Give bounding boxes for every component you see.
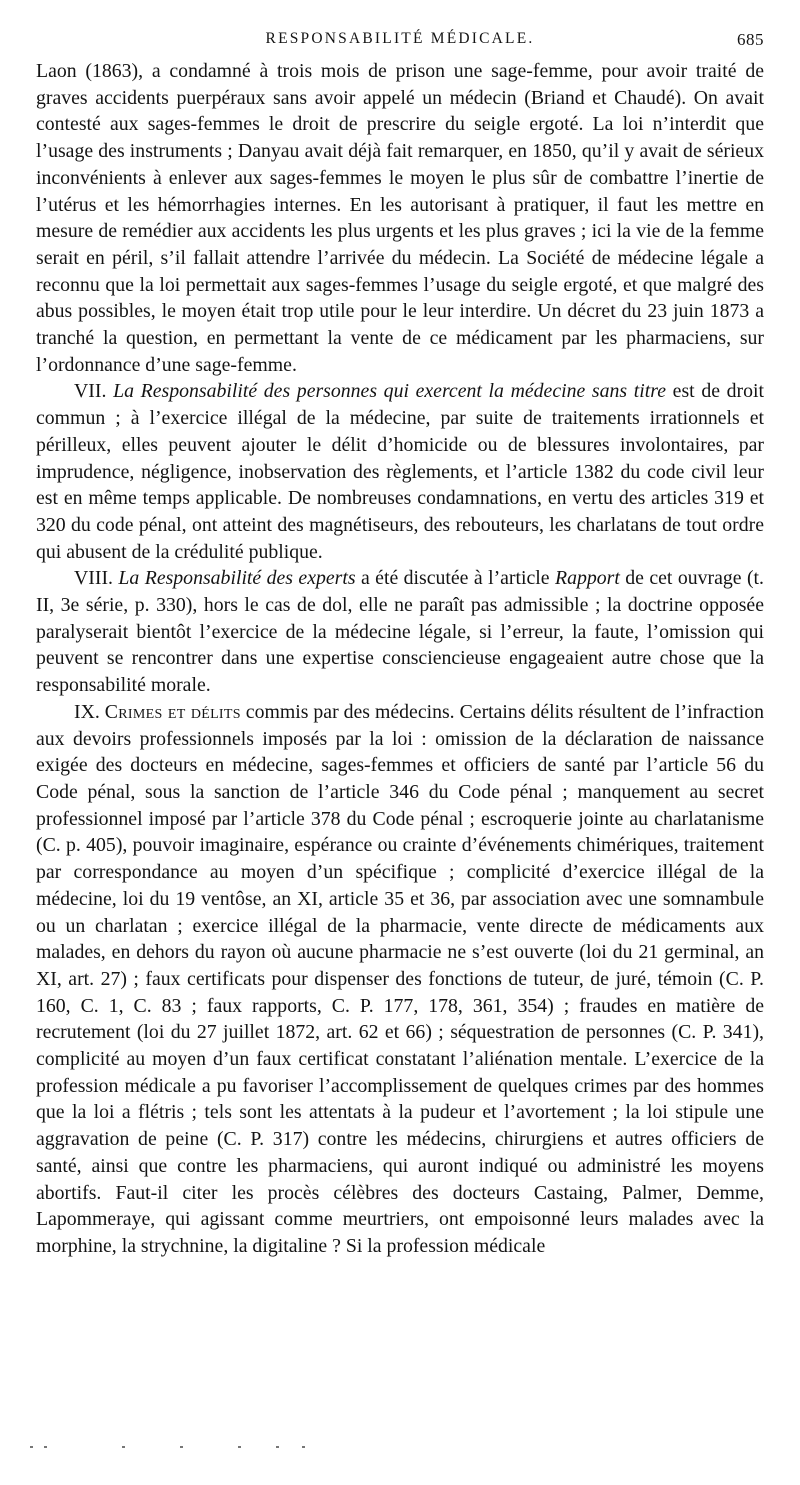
section-heading: La Responsabilité des experts — [118, 567, 356, 590]
running-title: RESPONSABILITÉ MÉDICALE. — [265, 30, 535, 47]
text-run: commis par des médecins. Certains délits résultent de l’infraction aux devoirs professionnels imposés par la loi : omission de la déclaration de naissance exigée des docteurs en médecine, sages-femmes et officiers de santé par l’article 56 du Code pénal, sous la sanction de l’article 346 du Code pénal ; manquement au secret professionnel imposé par l’article 378 du Code pénal ; escroquerie jointe au charlatanisme (C. p. 405), pouvoir imaginaire, espérance ou crainte d’événements chimériques, traitement par correspondance au moyen d’un spécifique ; complicité d’exercice illégal de la médecine, loi du 19 ventôse, an XI, article 35 et 36, par association avec une somnambule ou un charlatan ; exercice illégal de la pharmacie, vente directe de médicaments aux malades, en dehors du rayon où aucune pharmacie ne s’est ouverte (loi du 21 germinal, an XI, art. 27) ; faux certificats pour dispenser des fonctions de tuteur, de juré, témoin (C. P. 160, C. 1, C. 83 ; faux rapports, C. P. 177, 178, 361, 354) ; fraudes en matière de recrutement (loi du 27 juillet 1872, art. 62 et 66) ; séquestration de personnes (C. P. 341), complicité au moyen d’un faux certificat constatant l’aliénation mentale. L’exercice de la profession médicale a pu favoriser l’accomplissement de quelques crimes par des hommes que la loi a flétris ; tels sont les attentats à la pudeur et l’avortement ; la loi stipule une aggravation de peine (C. P. 317) contre les médecins, chirurgiens et autres officiers de santé, ainsi que contre les pharmaciens, qui auront indiqué ou administré les moyens abortifs. Faut-il citer les procès célèbres des docteurs Castaing, Palmer, Demme, Lapommeraye, qui agissant comme meurtriers, ont empoisonné leurs malades avec la morphine, la strychnine, la digitaline ? Si la profession médicale — [36, 700, 765, 1257]
text-run: est de droit commun ; à l’exercice illégal de la médecine, par suite de traitements irrationnels et périlleux, elles peuvent ajouter le délit d’homicide ou de blessures involontaires, par imprudence, négligence, inobservation des règlements, et l’article 1382 du code civil leur est en même temps applicable. De nombreuses condamnations, en vertu des articles 319 et 320 du code pénal, ont atteint des magnétiseurs, des rebouteurs, les charlatans de tout ordre qui abusent de la crédulité publique. — [36, 380, 765, 563]
running-head — [36, 28, 764, 58]
text-run: a été discutée à l’article — [355, 567, 555, 590]
paragraph-section-vii — [36, 378, 764, 565]
text-run: Laon (1863), a condamné à trois mois de prison une sage-femme, pour avoir traité de graves accidents puerpéraux sans avoir appelé un médecin (Briand et Chaudé). On avait contesté aux sages-femmes le droit de prescrire du seigle ergoté. La loi n’interdit que l’usage des instruments ; Danyau avait déjà fait remarquer, en 1850, qu’il y avait de sérieux inconvénients à enlever aux sages-femmes le moyen le plus sûr de combattre l’inertie de l’utérus et les hémorrhagies internes. En les autorisant à pratiquer, il faut les mettre en mesure de remédier aux accidents les plus urgents et les plus graves ; ici la vie de la femme serait en péril, s’il fallait attendre l’arrivée du médecin. La Société de médecine légale a reconnu que la loi permettait aux sages-femmes l’usage du seigle ergoté, et que malgré des abus possibles, le moyen était trop utile pour le leur interdire. Un décret du 23 juin 1873 a tranché la question, en permettant la vente de ce médicament par les pharmaciens, sur l’ordonnance d’une sage-femme. — [36, 60, 764, 376]
section-heading: Crimes et délits — [104, 700, 241, 723]
print-marks — [30, 1444, 330, 1452]
body-text — [36, 58, 764, 1260]
article-reference: Rapport — [555, 567, 620, 590]
section-number: VIII. — [74, 567, 119, 590]
text-run: de cet ouvrage (t. II, 3e série, p. 330), hors le cas de dol, elle ne paraît pas admissible ; la doctrine opposée paralyserait bientôt l’exercice de la médecine légale, si l’erreur, la faute, l’omission qui peuvent se rencontrer dans une expertise consciencieuse engageaient autre chose que la responsabilité morale. — [36, 567, 764, 697]
section-number: VII. — [74, 380, 114, 403]
paragraph-section-ix — [36, 699, 764, 1260]
page-number: 685 — [737, 30, 764, 49]
paragraph-continuation — [36, 58, 764, 378]
book-page — [36, 28, 764, 1260]
section-heading: La Responsabilité des personnes qui exercent la médecine sans titre — [113, 380, 667, 403]
section-number: IX. — [74, 700, 105, 723]
paragraph-section-viii — [36, 565, 764, 699]
